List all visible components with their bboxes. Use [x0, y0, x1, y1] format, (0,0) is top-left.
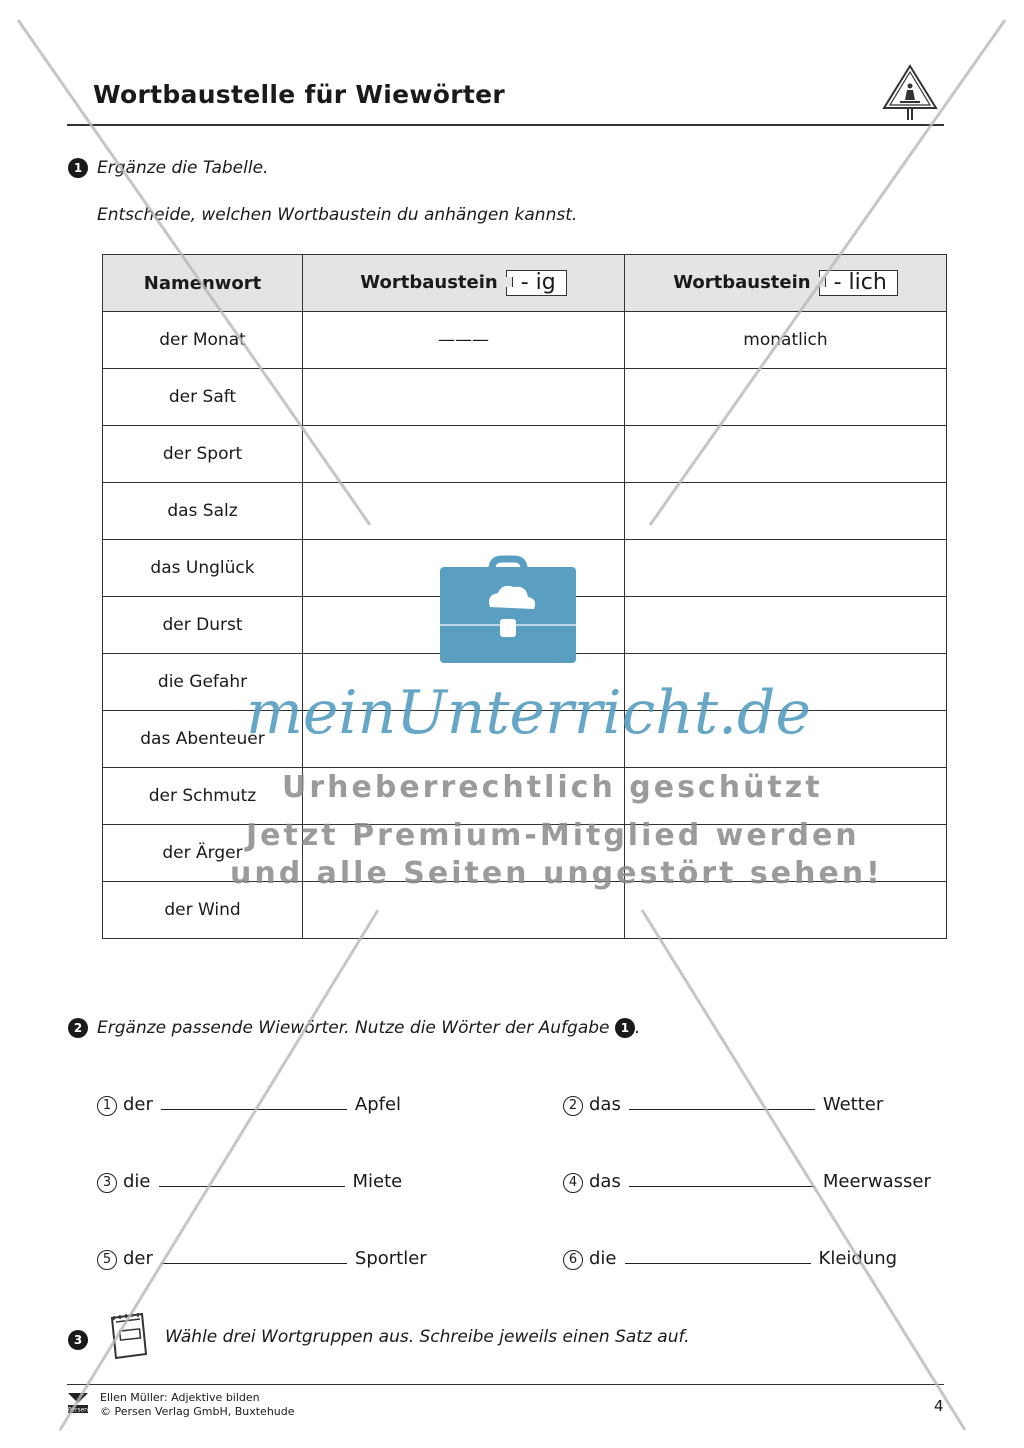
- item-article: die: [589, 1248, 617, 1269]
- publisher-logo: [66, 1391, 90, 1417]
- item-noun: Kleidung: [818, 1248, 898, 1269]
- fill-in-item: [97, 1093, 401, 1117]
- noun-cell: der Monat: [103, 312, 303, 369]
- footer-divider: [67, 1384, 944, 1385]
- noun-cell: die Gefahr: [103, 654, 303, 711]
- answer-blank[interactable]: [161, 1247, 347, 1264]
- title-divider: [67, 124, 944, 126]
- item-noun: Apfel: [354, 1094, 402, 1115]
- item-noun: Miete: [352, 1171, 403, 1192]
- item-article: das: [589, 1094, 621, 1115]
- item-number: 2: [563, 1096, 583, 1116]
- column-header-noun: Namenwort: [103, 255, 303, 312]
- answer-blank[interactable]: [629, 1093, 815, 1110]
- page-number: 4: [934, 1397, 944, 1415]
- page-title: Wortbaustelle für Wiewörter: [93, 80, 506, 109]
- column-header-ig: Wortbaustein - ig: [303, 255, 625, 312]
- table-row: [103, 312, 947, 369]
- notebook-icon: [106, 1310, 152, 1362]
- fill-in-item: [563, 1247, 897, 1271]
- lich-cell[interactable]: [625, 597, 947, 654]
- item-number: 4: [563, 1173, 583, 1193]
- lich-cell[interactable]: [625, 540, 947, 597]
- noun-cell: der Durst: [103, 597, 303, 654]
- noun-cell: der Saft: [103, 369, 303, 426]
- lich-cell[interactable]: monatlich: [625, 312, 947, 369]
- lich-cell[interactable]: [625, 369, 947, 426]
- task-1-instruction: 1 Ergänze die Tabelle.: [97, 158, 268, 178]
- fill-in-item: [563, 1170, 931, 1194]
- svg-text:Persen: Persen: [67, 1406, 89, 1414]
- item-noun: Sportler: [354, 1248, 427, 1269]
- watermark-line-1: Urheberrechtlich geschützt: [282, 770, 823, 805]
- answer-blank[interactable]: [629, 1170, 815, 1187]
- item-article: der: [123, 1248, 153, 1269]
- table-row: [103, 369, 947, 426]
- footer-credits: Ellen Müller: Adjektive bilden © Persen Verlag GmbH, Buxtehude: [100, 1391, 295, 1418]
- noun-cell: das Abenteuer: [103, 711, 303, 768]
- task-reference-badge: 1: [615, 1018, 635, 1038]
- lich-cell[interactable]: [625, 483, 947, 540]
- suffix-lich-box: - lich: [819, 270, 898, 296]
- table-row: [103, 483, 947, 540]
- watermark-briefcase-icon: [440, 555, 576, 665]
- item-number: 6: [563, 1250, 583, 1270]
- task-1-sub-instruction: Entscheide, welchen Wortbaustein du anhängen kannst.: [97, 205, 578, 225]
- task-1-number: 1: [68, 158, 88, 178]
- watermark-line-2: Jetzt Premium-Mitglied werden: [246, 818, 860, 853]
- item-noun: Meerwasser: [822, 1171, 931, 1192]
- noun-cell: der Schmutz: [103, 768, 303, 825]
- ig-cell[interactable]: [303, 369, 625, 426]
- watermark-logo-text: meinUnterricht.de: [246, 678, 811, 748]
- item-article: das: [589, 1171, 621, 1192]
- ig-cell[interactable]: [303, 483, 625, 540]
- construction-sign-icon: [880, 62, 940, 124]
- task-3-instruction: Wähle drei Wortgruppen aus. Schreibe jeweils einen Satz auf.: [165, 1327, 690, 1347]
- noun-cell: der Wind: [103, 882, 303, 939]
- answer-blank[interactable]: [161, 1093, 347, 1110]
- table-header-row: [103, 255, 947, 312]
- fill-in-item: [563, 1093, 883, 1117]
- task-2-instruction: 2 Ergänze passende Wiewörter. Nutze die Wörter der Aufgabe 1 .: [97, 1018, 640, 1038]
- item-number: 5: [97, 1250, 117, 1270]
- item-number: 1: [97, 1096, 117, 1116]
- item-article: die: [123, 1171, 151, 1192]
- table-row: [103, 426, 947, 483]
- watermark-line-3: und alle Seiten ungestört sehen!: [230, 856, 883, 891]
- ig-cell[interactable]: ———: [303, 312, 625, 369]
- suffix-ig-box: - ig: [506, 270, 567, 296]
- task-3-number: 3: [68, 1330, 88, 1350]
- answer-blank[interactable]: [159, 1170, 345, 1187]
- item-article: der: [123, 1094, 153, 1115]
- column-header-lich: Wortbaustein - lich: [625, 255, 947, 312]
- item-number: 3: [97, 1173, 117, 1193]
- ig-cell[interactable]: [303, 426, 625, 483]
- item-noun: Wetter: [822, 1094, 884, 1115]
- fill-in-item: [97, 1247, 427, 1271]
- lich-cell[interactable]: [625, 426, 947, 483]
- task-2-number: 2: [68, 1018, 88, 1038]
- noun-cell: das Salz: [103, 483, 303, 540]
- noun-cell: der Ärger: [103, 825, 303, 882]
- answer-blank[interactable]: [625, 1247, 811, 1264]
- noun-cell: das Unglück: [103, 540, 303, 597]
- fill-in-item: [97, 1170, 402, 1194]
- noun-cell: der Sport: [103, 426, 303, 483]
